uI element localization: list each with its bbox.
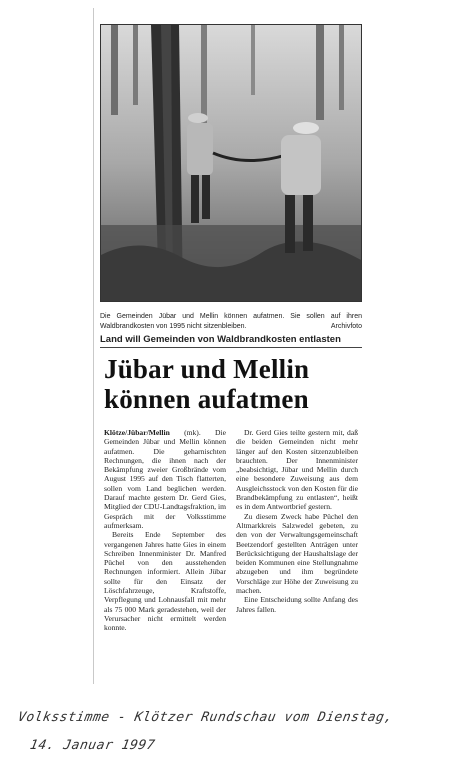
paragraph: Zu diesem Zweck habe Püchel den Altmarkkreis Salzwedel gebeten, zu den von der Verwaltungsgemeinschaft Beetzendorf gestellten Anträgen unter Berücksichtigung der Haushaltslage der beiden Kommunen eine Stellungnahme abzugeben und ihm begründete Vorschläge zur Höhe der Zuweisung zu machen.: [236, 511, 358, 596]
paragraph: Bereits Ende September des vergangenen Jahres hatte Gies in einem Schreiben Innenminister Dr. Manfred Püchel von den ausstehenden Rechnungen informiert. Allein Jübar sollte für den Einsatz der Löschfahrzeuge, Kraftstoffe, Verpflegung und Lohnausfall mit mehr als 75 000 Mark geradestehen, weil der Verursacher nicht ermittelt werden konnte.: [104, 530, 226, 633]
photo-credit: Archivfoto: [330, 323, 362, 330]
handwritten-source-note: Volksstimme - Klötzer Rundschau vom Dienstag,: [16, 710, 395, 725]
photo-caption: [100, 312, 362, 332]
caption-text: Die Gemeinden Jübar und Mellin können aufatmen. Sie sollen auf ihren Waldbrandkosten von 1995 nicht sitzenbleiben.: [100, 313, 362, 330]
handwritten-date-note: 14. Januar 1997: [28, 738, 157, 753]
forest-fire-photo: [100, 24, 362, 302]
article-headline: [104, 354, 364, 414]
article-column-left: [104, 428, 226, 633]
author-tag: (mk).: [184, 428, 201, 437]
article-kicker: Land will Gemeinden von Waldbrandkosten entlasten: [100, 334, 362, 348]
dateline: Klötze/Jübar/Mellin: [104, 428, 170, 437]
article-column-right: [236, 428, 358, 614]
paragraph: Dr. Gerd Gies teilte gestern mit, daß die beiden Gemeinden nicht mehr länger auf den Kosten sitzenzubleiben brauchten. Der Innenminister „beabsichtigt, Jübar und Mellin durch eine besondere Zuweisung aus dem Ausgleichsstock von den Kosten für die Brandbekämpfung zu entlasten“, heißt es in dem Antwortbrief gestern.: [236, 428, 358, 512]
clipping-edge: [93, 8, 94, 684]
paragraph: [104, 428, 226, 530]
paragraph-text: Die Gemeinden Jübar und Mellin können aufatmen. Die geharnischten Rechnungen, die ihnen nach der Bekämpfung zweier Großbrände vom August 1995 auf den Tisch flatterten, sollen vom Land beglichen werden. Darauf machte gestern Dr. Gerd Gies, Mitglied der CDU-Landtagsfraktion, im Gespräch mit der Volksstimme aufmerksam.: [104, 428, 226, 530]
headline-line-1: Jübar und Mellin: [104, 354, 310, 384]
headline-line-2: können aufatmen: [104, 384, 309, 414]
firefighters-image: [101, 25, 361, 301]
paragraph: Eine Entscheidung sollte Anfang des Jahres fallen.: [236, 595, 358, 614]
